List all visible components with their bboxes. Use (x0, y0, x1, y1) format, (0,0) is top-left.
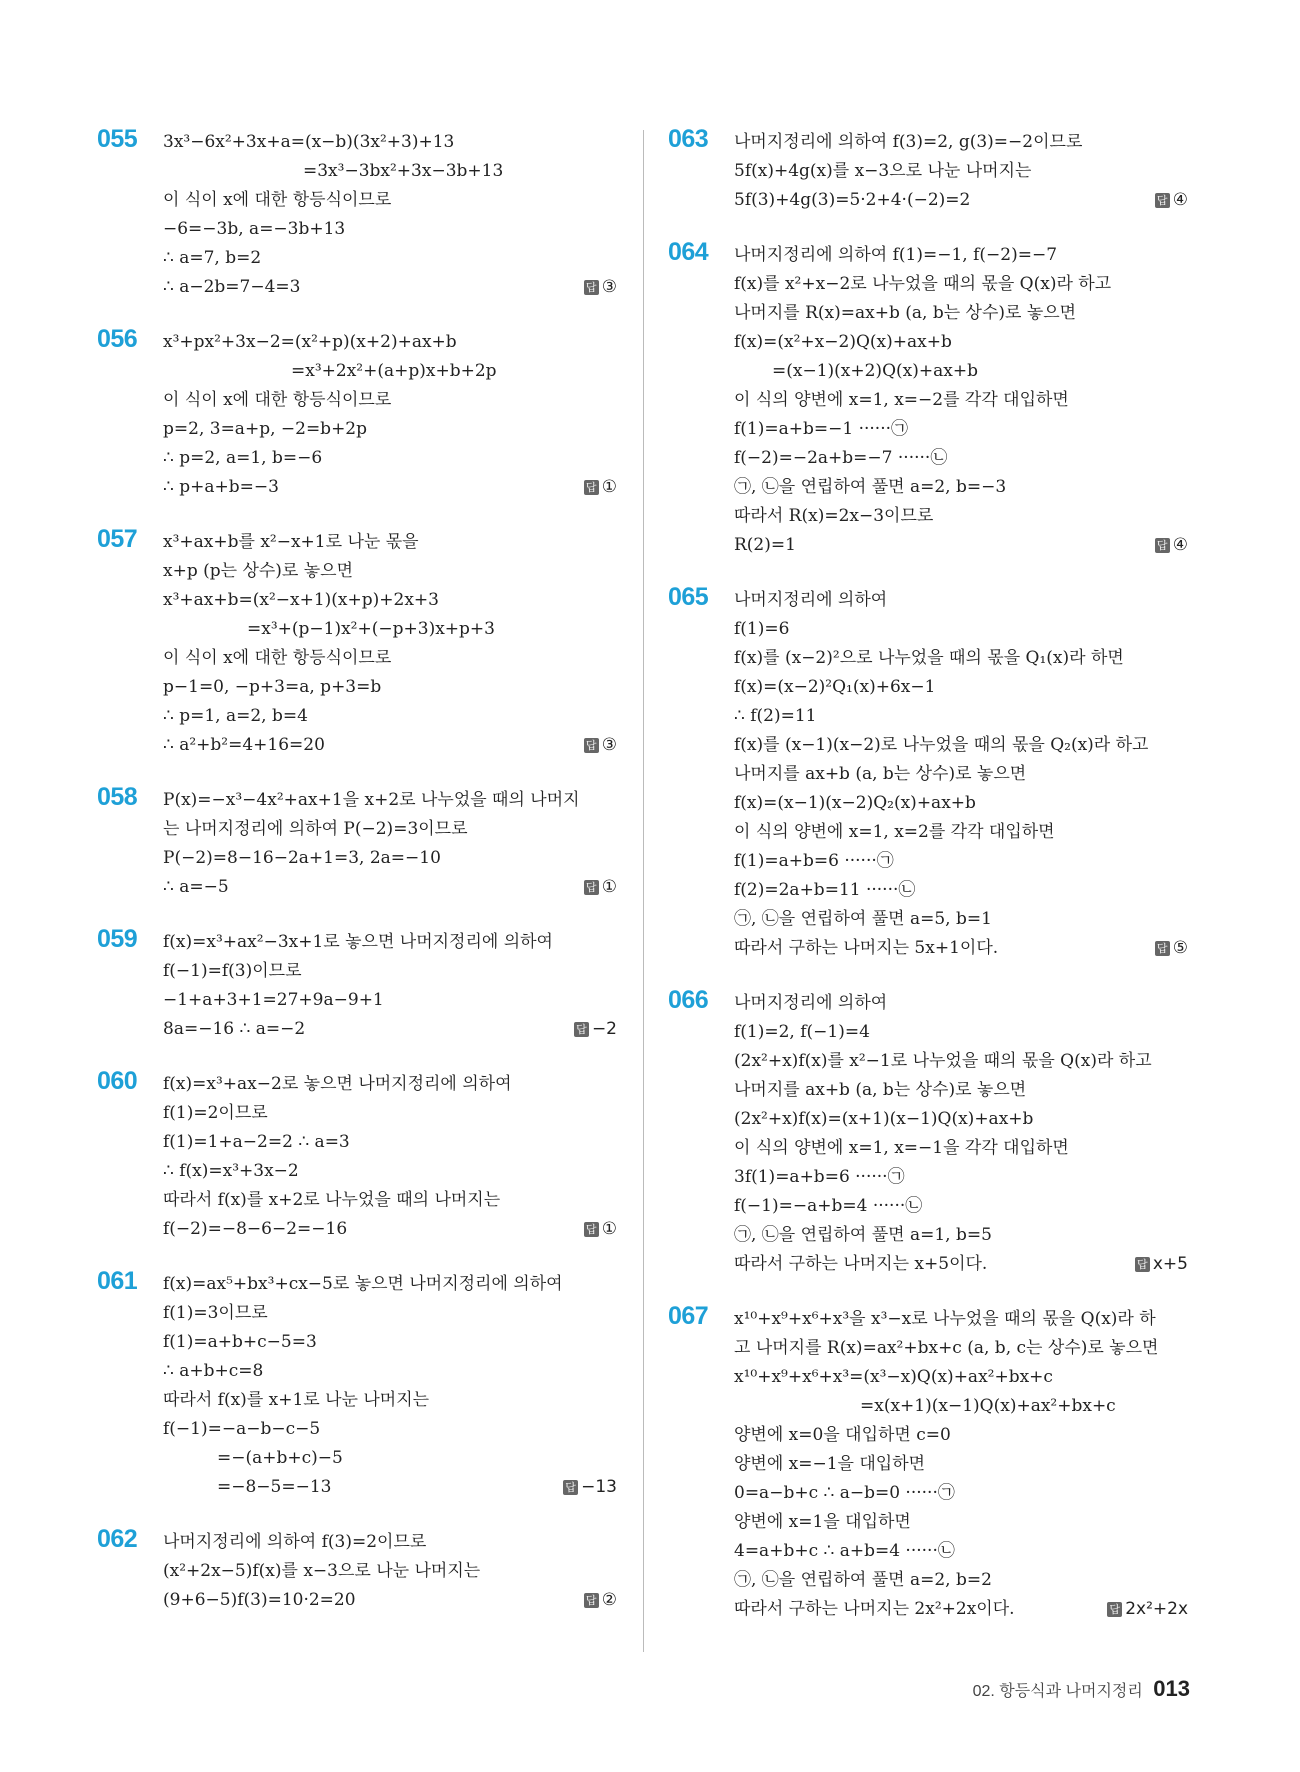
solution-line (734, 1566, 1188, 1595)
solution-line (734, 1334, 1188, 1363)
solution-text: f(1)=2, f(−1)=4 (734, 1022, 870, 1042)
solution-lines (734, 586, 1188, 963)
solution-line (734, 241, 1188, 270)
solution-line (734, 673, 1188, 702)
problem-067 (668, 1302, 1188, 1624)
answer-mark-icon: 답 (584, 738, 599, 753)
solution-text: 4=a+b+c ∴ a+b=4 ······㉡ (734, 1541, 955, 1561)
problem-066 (668, 986, 1188, 1279)
solution-lines (163, 928, 617, 1044)
answer (1155, 934, 1188, 963)
solution-text: 고 나머지를 R(x)=ax²+bx+c (a, b, c는 상수)로 놓으면 (734, 1338, 1159, 1358)
solution-line (734, 731, 1188, 760)
solution-text: 0=a−b+c ∴ a−b=0 ······㉠ (734, 1483, 955, 1503)
answer-value: x+5 (1152, 1254, 1188, 1274)
solution-line (734, 1479, 1188, 1508)
solution-line (734, 760, 1188, 789)
solution-line (163, 244, 617, 273)
solution-line (734, 876, 1188, 905)
solution-line (734, 702, 1188, 731)
solution-line (734, 1221, 1188, 1250)
solution-line (163, 1157, 617, 1186)
solution-lines (163, 528, 617, 760)
solution-line (163, 673, 617, 702)
solution-line (734, 818, 1188, 847)
solution-text: ㉠, ㉡을 연립하여 풀면 a=1, b=5 (734, 1225, 992, 1245)
solution-line (163, 644, 617, 673)
solution-text: f(−1)=−a+b=4 ······㉡ (734, 1196, 923, 1216)
solution-text: 따라서 f(x)를 x+2로 나누었을 때의 나머지는 (163, 1190, 501, 1210)
solution-line (163, 386, 617, 415)
solution-text: 양변에 x=−1을 대입하면 (734, 1454, 926, 1474)
solution-text: =3x³−3bx²+3x−3b+13 (303, 161, 504, 181)
answer-mark-icon: 답 (1155, 941, 1170, 956)
solution-line (163, 1444, 617, 1473)
solution-line (163, 1557, 617, 1586)
solution-text: −1+a+3+1=27+9a−9+1 (163, 990, 384, 1010)
solution-text: 나머지정리에 의하여 f(3)=2이므로 (163, 1532, 427, 1552)
solution-text: f(1)=3이므로 (163, 1303, 268, 1323)
solution-line (734, 531, 1188, 560)
answer (584, 1586, 617, 1615)
answer-mark-icon: 답 (1155, 538, 1170, 553)
solution-line (163, 844, 617, 873)
solution-text: 양변에 x=1을 대입하면 (734, 1512, 911, 1532)
solution-lines (163, 1528, 617, 1615)
solution-line (163, 215, 617, 244)
answer-value: ① (601, 1219, 617, 1239)
solution-text: ∴ a=7, b=2 (163, 248, 262, 268)
answer-value: 2x²+2x (1125, 1599, 1188, 1619)
problem-064 (668, 238, 1188, 560)
solution-text: 는 나머지정리에 의하여 P(−2)=3이므로 (163, 819, 468, 839)
problem-number: 061 (97, 1267, 138, 1295)
problem-059 (97, 925, 617, 1044)
solution-text: f(−1)=f(3)이므로 (163, 961, 302, 981)
column-divider (643, 130, 644, 1652)
solution-text: 따라서 구하는 나머지는 2x²+2x이다. (734, 1599, 1015, 1619)
solution-line (734, 157, 1188, 186)
solution-text: =x(x+1)(x−1)Q(x)+ax²+bx+c (860, 1396, 1116, 1416)
answer-mark-icon: 답 (584, 280, 599, 295)
solution-text: ∴ a−2b=7−4=3 (163, 277, 301, 297)
answer (1155, 531, 1188, 560)
solution-line (163, 357, 617, 386)
answer (574, 1015, 617, 1044)
solution-text: (2x²+x)f(x)=(x+1)(x−1)Q(x)+ax+b (734, 1109, 1034, 1129)
problem-063 (668, 125, 1188, 215)
solution-text: ㉠, ㉡을 연립하여 풀면 a=5, b=1 (734, 909, 992, 929)
solution-text: f(x)=(x²+x−2)Q(x)+ax+b (734, 332, 952, 352)
chapter-title: 02. 항등식과 나머지정리 (972, 1683, 1143, 1700)
solution-text: ∴ p+a+b=−3 (163, 477, 279, 497)
problem-number: 060 (97, 1067, 138, 1095)
solution-text: P(−2)=8−16−2a+1=3, 2a=−10 (163, 848, 441, 868)
solution-text: R(2)=1 (734, 535, 796, 555)
solution-text: x¹⁰+x⁹+x⁶+x³=(x³−x)Q(x)+ax²+bx+c (734, 1367, 1053, 1387)
solution-line (163, 815, 617, 844)
solution-line (163, 128, 617, 157)
solution-line (163, 328, 617, 357)
solution-text: ㉠, ㉡을 연립하여 풀면 a=2, b=2 (734, 1570, 992, 1590)
solution-text: f(x)=x³+ax−2로 놓으면 나머지정리에 의하여 (163, 1074, 512, 1094)
answer (1107, 1595, 1188, 1624)
problem-number: 056 (97, 325, 138, 353)
page-number: 013 (1153, 1676, 1190, 1701)
solution-line (163, 1186, 617, 1215)
solution-text: f(x)를 x²+x−2로 나누었을 때의 몫을 Q(x)라 하고 (734, 274, 1112, 294)
solution-lines (734, 241, 1188, 560)
solution-line (163, 557, 617, 586)
solution-text: (2x²+x)f(x)를 x²−1로 나누었을 때의 몫을 Q(x)라 하고 (734, 1051, 1152, 1071)
solution-lines (734, 989, 1188, 1279)
answer-mark-icon: 답 (1107, 1602, 1122, 1617)
answer-value: ⑤ (1172, 938, 1188, 958)
solution-line (734, 1595, 1188, 1624)
solution-line (163, 186, 617, 215)
solution-text: 따라서 구하는 나머지는 5x+1이다. (734, 938, 999, 958)
solution-line (163, 586, 617, 615)
problem-062 (97, 1525, 617, 1615)
solution-line (734, 1192, 1188, 1221)
solution-text: f(1)=a+b+c−5=3 (163, 1332, 317, 1352)
problem-061 (97, 1267, 617, 1502)
solution-line (734, 1076, 1188, 1105)
problem-057 (97, 525, 617, 760)
answer-value: ④ (1172, 535, 1188, 555)
solution-text: f(x)를 (x−1)(x−2)로 나누었을 때의 몫을 Q₂(x)라 하고 (734, 735, 1149, 755)
solution-line (163, 1128, 617, 1157)
solution-line (163, 415, 617, 444)
solution-text: 나머지를 ax+b (a, b는 상수)로 놓으면 (734, 1080, 1027, 1100)
solution-lines (734, 128, 1188, 215)
right-column (668, 125, 1188, 1650)
answer-value: ① (601, 877, 617, 897)
problem-number: 066 (668, 986, 709, 1014)
solution-line (163, 928, 617, 957)
solution-text: f(x)=(x−1)(x−2)Q₂(x)+ax+b (734, 793, 976, 813)
answer (584, 273, 617, 302)
solution-line (734, 357, 1188, 386)
solution-line (163, 873, 617, 902)
solution-line (734, 473, 1188, 502)
solution-line (163, 528, 617, 557)
solution-line (163, 1015, 617, 1044)
solution-lines (163, 786, 617, 902)
solution-text: f(x)=(x−2)²Q₁(x)+6x−1 (734, 677, 936, 697)
solution-line (163, 1299, 617, 1328)
solution-text: x³+ax+b=(x²−x+1)(x+p)+2x+3 (163, 590, 439, 610)
solution-line (163, 1415, 617, 1444)
solution-text: =−(a+b+c)−5 (217, 1448, 343, 1468)
answer-mark-icon: 답 (584, 480, 599, 495)
problem-number: 055 (97, 125, 138, 153)
answer-mark-icon: 답 (1155, 193, 1170, 208)
problem-number: 064 (668, 238, 709, 266)
solution-text: 나머지정리에 의하여 f(1)=−1, f(−2)=−7 (734, 245, 1058, 265)
answer-mark-icon: 답 (584, 1593, 599, 1608)
solution-line (734, 615, 1188, 644)
solution-line (734, 299, 1188, 328)
solution-text: p−1=0, −p+3=a, p+3=b (163, 677, 382, 697)
solution-text: =x³+2x²+(a+p)x+b+2p (291, 361, 497, 381)
solution-line (163, 986, 617, 1015)
solution-line (163, 1473, 617, 1502)
answer (563, 1473, 617, 1502)
answer-value: −2 (591, 1019, 617, 1039)
problem-number: 058 (97, 783, 138, 811)
solution-lines (163, 128, 617, 302)
solution-line (734, 186, 1188, 215)
solution-text: 나머지를 ax+b (a, b는 상수)로 놓으면 (734, 764, 1027, 784)
solution-text: 나머지정리에 의하여 (734, 590, 888, 610)
solution-line (163, 702, 617, 731)
solution-text: f(1)=a+b=6 ······㉠ (734, 851, 894, 871)
solution-text: f(1)=2이므로 (163, 1103, 268, 1123)
solution-text: x³+px²+3x−2=(x²+p)(x+2)+ax+b (163, 332, 457, 352)
solution-line (734, 1305, 1188, 1334)
answer (584, 731, 617, 760)
solution-line (734, 1450, 1188, 1479)
solution-line (734, 328, 1188, 357)
solution-text: (9+6−5)f(3)=10·2=20 (163, 1590, 356, 1610)
solution-text: 나머지정리에 의하여 (734, 993, 888, 1013)
answer-value: −13 (581, 1477, 617, 1497)
solution-text: 이 식이 x에 대한 항등식이므로 (163, 648, 392, 668)
answer-mark-icon: 답 (563, 1480, 578, 1495)
solution-text: 따라서 f(x)를 x+1로 나눈 나머지는 (163, 1390, 430, 1410)
problem-number: 065 (668, 583, 709, 611)
solution-line (163, 444, 617, 473)
solution-lines (734, 1305, 1188, 1624)
solution-line (734, 1163, 1188, 1192)
solution-line (734, 270, 1188, 299)
problem-065 (668, 583, 1188, 963)
answer (1155, 186, 1188, 215)
solution-text: x³+ax+b를 x²−x+1로 나눈 몫을 (163, 532, 419, 552)
solution-text: f(1)=1+a−2=2 ∴ a=3 (163, 1132, 350, 1152)
answer (584, 473, 617, 502)
solution-line (163, 731, 617, 760)
solution-line (734, 1134, 1188, 1163)
solution-text: f(−1)=−a−b−c−5 (163, 1419, 321, 1439)
solution-lines (163, 328, 617, 502)
solution-line (734, 1250, 1188, 1279)
solution-line (734, 1018, 1188, 1047)
solution-text: 이 식의 양변에 x=1, x=−1을 각각 대입하면 (734, 1138, 1069, 1158)
solution-text: ∴ f(x)=x³+3x−2 (163, 1161, 299, 1181)
solution-text: 따라서 R(x)=2x−3이므로 (734, 506, 934, 526)
solution-line (734, 1421, 1188, 1450)
solution-text: f(2)=2a+b=11 ······㉡ (734, 880, 916, 900)
solution-line (734, 415, 1188, 444)
problem-number: 063 (668, 125, 709, 153)
solution-text: f(x)=x³+ax²−3x+1로 놓으면 나머지정리에 의하여 (163, 932, 553, 952)
solution-text: 나머지정리에 의하여 f(3)=2, g(3)=−2이므로 (734, 132, 1083, 152)
solution-line (734, 905, 1188, 934)
solution-text: 나머지를 R(x)=ax+b (a, b는 상수)로 놓으면 (734, 303, 1077, 323)
solution-line (734, 1105, 1188, 1134)
answer-value: ② (601, 1590, 617, 1610)
solution-line (163, 615, 617, 644)
solution-line (734, 128, 1188, 157)
solution-text: ∴ a+b+c=8 (163, 1361, 264, 1381)
solution-line (163, 1586, 617, 1615)
solution-text: ∴ p=1, a=2, b=4 (163, 706, 308, 726)
solution-text: ∴ a²+b²=4+16=20 (163, 735, 325, 755)
solution-line (163, 1528, 617, 1557)
solution-text: ㉠, ㉡을 연립하여 풀면 a=2, b=−3 (734, 477, 1007, 497)
page-footer (973, 1676, 1190, 1702)
solution-text: =−8−5=−13 (217, 1477, 332, 1497)
solution-line (734, 1508, 1188, 1537)
solution-line (734, 1392, 1188, 1421)
solution-text: 이 식의 양변에 x=1, x=−2를 각각 대입하면 (734, 390, 1069, 410)
answer-value: ③ (601, 277, 617, 297)
problem-number: 062 (97, 1525, 138, 1553)
answer-mark-icon: 답 (584, 1222, 599, 1237)
answer (584, 873, 617, 902)
solution-text: 양변에 x=0을 대입하면 c=0 (734, 1425, 951, 1445)
problem-number: 057 (97, 525, 138, 553)
solution-line (163, 1328, 617, 1357)
solution-text: 이 식의 양변에 x=1, x=2를 각각 대입하면 (734, 822, 1055, 842)
solution-line (734, 989, 1188, 1018)
solution-text: 이 식이 x에 대한 항등식이므로 (163, 390, 392, 410)
solution-line (734, 789, 1188, 818)
solution-text: 8a=−16 ∴ a=−2 (163, 1019, 306, 1039)
answer-value: ③ (601, 735, 617, 755)
solution-text: f(x)를 (x−2)²으로 나누었을 때의 몫을 Q₁(x)라 하면 (734, 648, 1124, 668)
solution-line (163, 273, 617, 302)
solution-line (163, 1099, 617, 1128)
solution-lines (163, 1070, 617, 1244)
answer-value: ④ (1172, 190, 1188, 210)
solution-line (734, 644, 1188, 673)
solution-line (734, 1363, 1188, 1392)
left-column (97, 125, 617, 1641)
solution-line (734, 934, 1188, 963)
solution-line (734, 586, 1188, 615)
solution-text: −6=−3b, a=−3b+13 (163, 219, 346, 239)
solution-line (734, 1537, 1188, 1566)
solution-text: f(x)=ax⁵+bx³+cx−5로 놓으면 나머지정리에 의하여 (163, 1274, 563, 1294)
solution-text: ∴ f(2)=11 (734, 706, 817, 726)
solution-line (163, 1357, 617, 1386)
problem-055 (97, 125, 617, 302)
solution-text: 3x³−6x²+3x+a=(x−b)(3x²+3)+13 (163, 132, 455, 152)
solution-text: 3f(1)=a+b=6 ······㉠ (734, 1167, 905, 1187)
solution-text: p=2, 3=a+p, −2=b+2p (163, 419, 368, 439)
solution-line (163, 473, 617, 502)
solution-line (163, 1270, 617, 1299)
solution-text: 따라서 구하는 나머지는 x+5이다. (734, 1254, 988, 1274)
solution-text: P(x)=−x³−4x²+ax+1을 x+2로 나누었을 때의 나머지 (163, 790, 580, 810)
solution-line (163, 957, 617, 986)
solution-text: ∴ p=2, a=1, b=−6 (163, 448, 323, 468)
solution-text: x+p (p는 상수)로 놓으면 (163, 561, 354, 581)
answer (584, 1215, 617, 1244)
problem-056 (97, 325, 617, 502)
problem-058 (97, 783, 617, 902)
solution-text: 5f(x)+4g(x)를 x−3으로 나눈 나머지는 (734, 161, 1032, 181)
solution-text: =(x−1)(x+2)Q(x)+ax+b (772, 361, 978, 381)
solution-line (734, 386, 1188, 415)
solution-line (734, 1047, 1188, 1076)
solution-text: f(1)=6 (734, 619, 790, 639)
problem-060 (97, 1067, 617, 1244)
answer-mark-icon: 답 (584, 880, 599, 895)
answer-mark-icon: 답 (574, 1022, 589, 1037)
solution-text: ∴ a=−5 (163, 877, 229, 897)
solution-text: 5f(3)+4g(3)=5·2+4·(−2)=2 (734, 190, 971, 210)
solution-line (163, 1070, 617, 1099)
solution-text: (x²+2x−5)f(x)를 x−3으로 나눈 나머지는 (163, 1561, 481, 1581)
solution-text: x¹⁰+x⁹+x⁶+x³을 x³−x로 나누었을 때의 몫을 Q(x)라 하 (734, 1309, 1156, 1329)
answer-mark-icon: 답 (1135, 1257, 1150, 1272)
solution-line (163, 786, 617, 815)
solution-text: f(1)=a+b=−1 ······㉠ (734, 419, 909, 439)
solution-text: f(−2)=−2a+b=−7 ······㉡ (734, 448, 948, 468)
solution-line (163, 157, 617, 186)
solution-line (734, 502, 1188, 531)
solution-lines (163, 1270, 617, 1502)
solution-text: f(−2)=−8−6−2=−16 (163, 1219, 348, 1239)
problem-number: 067 (668, 1302, 709, 1330)
solution-text: 이 식이 x에 대한 항등식이므로 (163, 190, 392, 210)
solution-line (734, 847, 1188, 876)
solution-line (163, 1386, 617, 1415)
solution-line (734, 444, 1188, 473)
solution-text: =x³+(p−1)x²+(−p+3)x+p+3 (247, 619, 495, 639)
solution-line (163, 1215, 617, 1244)
problem-number: 059 (97, 925, 138, 953)
answer-value: ① (601, 477, 617, 497)
answer (1135, 1250, 1188, 1279)
